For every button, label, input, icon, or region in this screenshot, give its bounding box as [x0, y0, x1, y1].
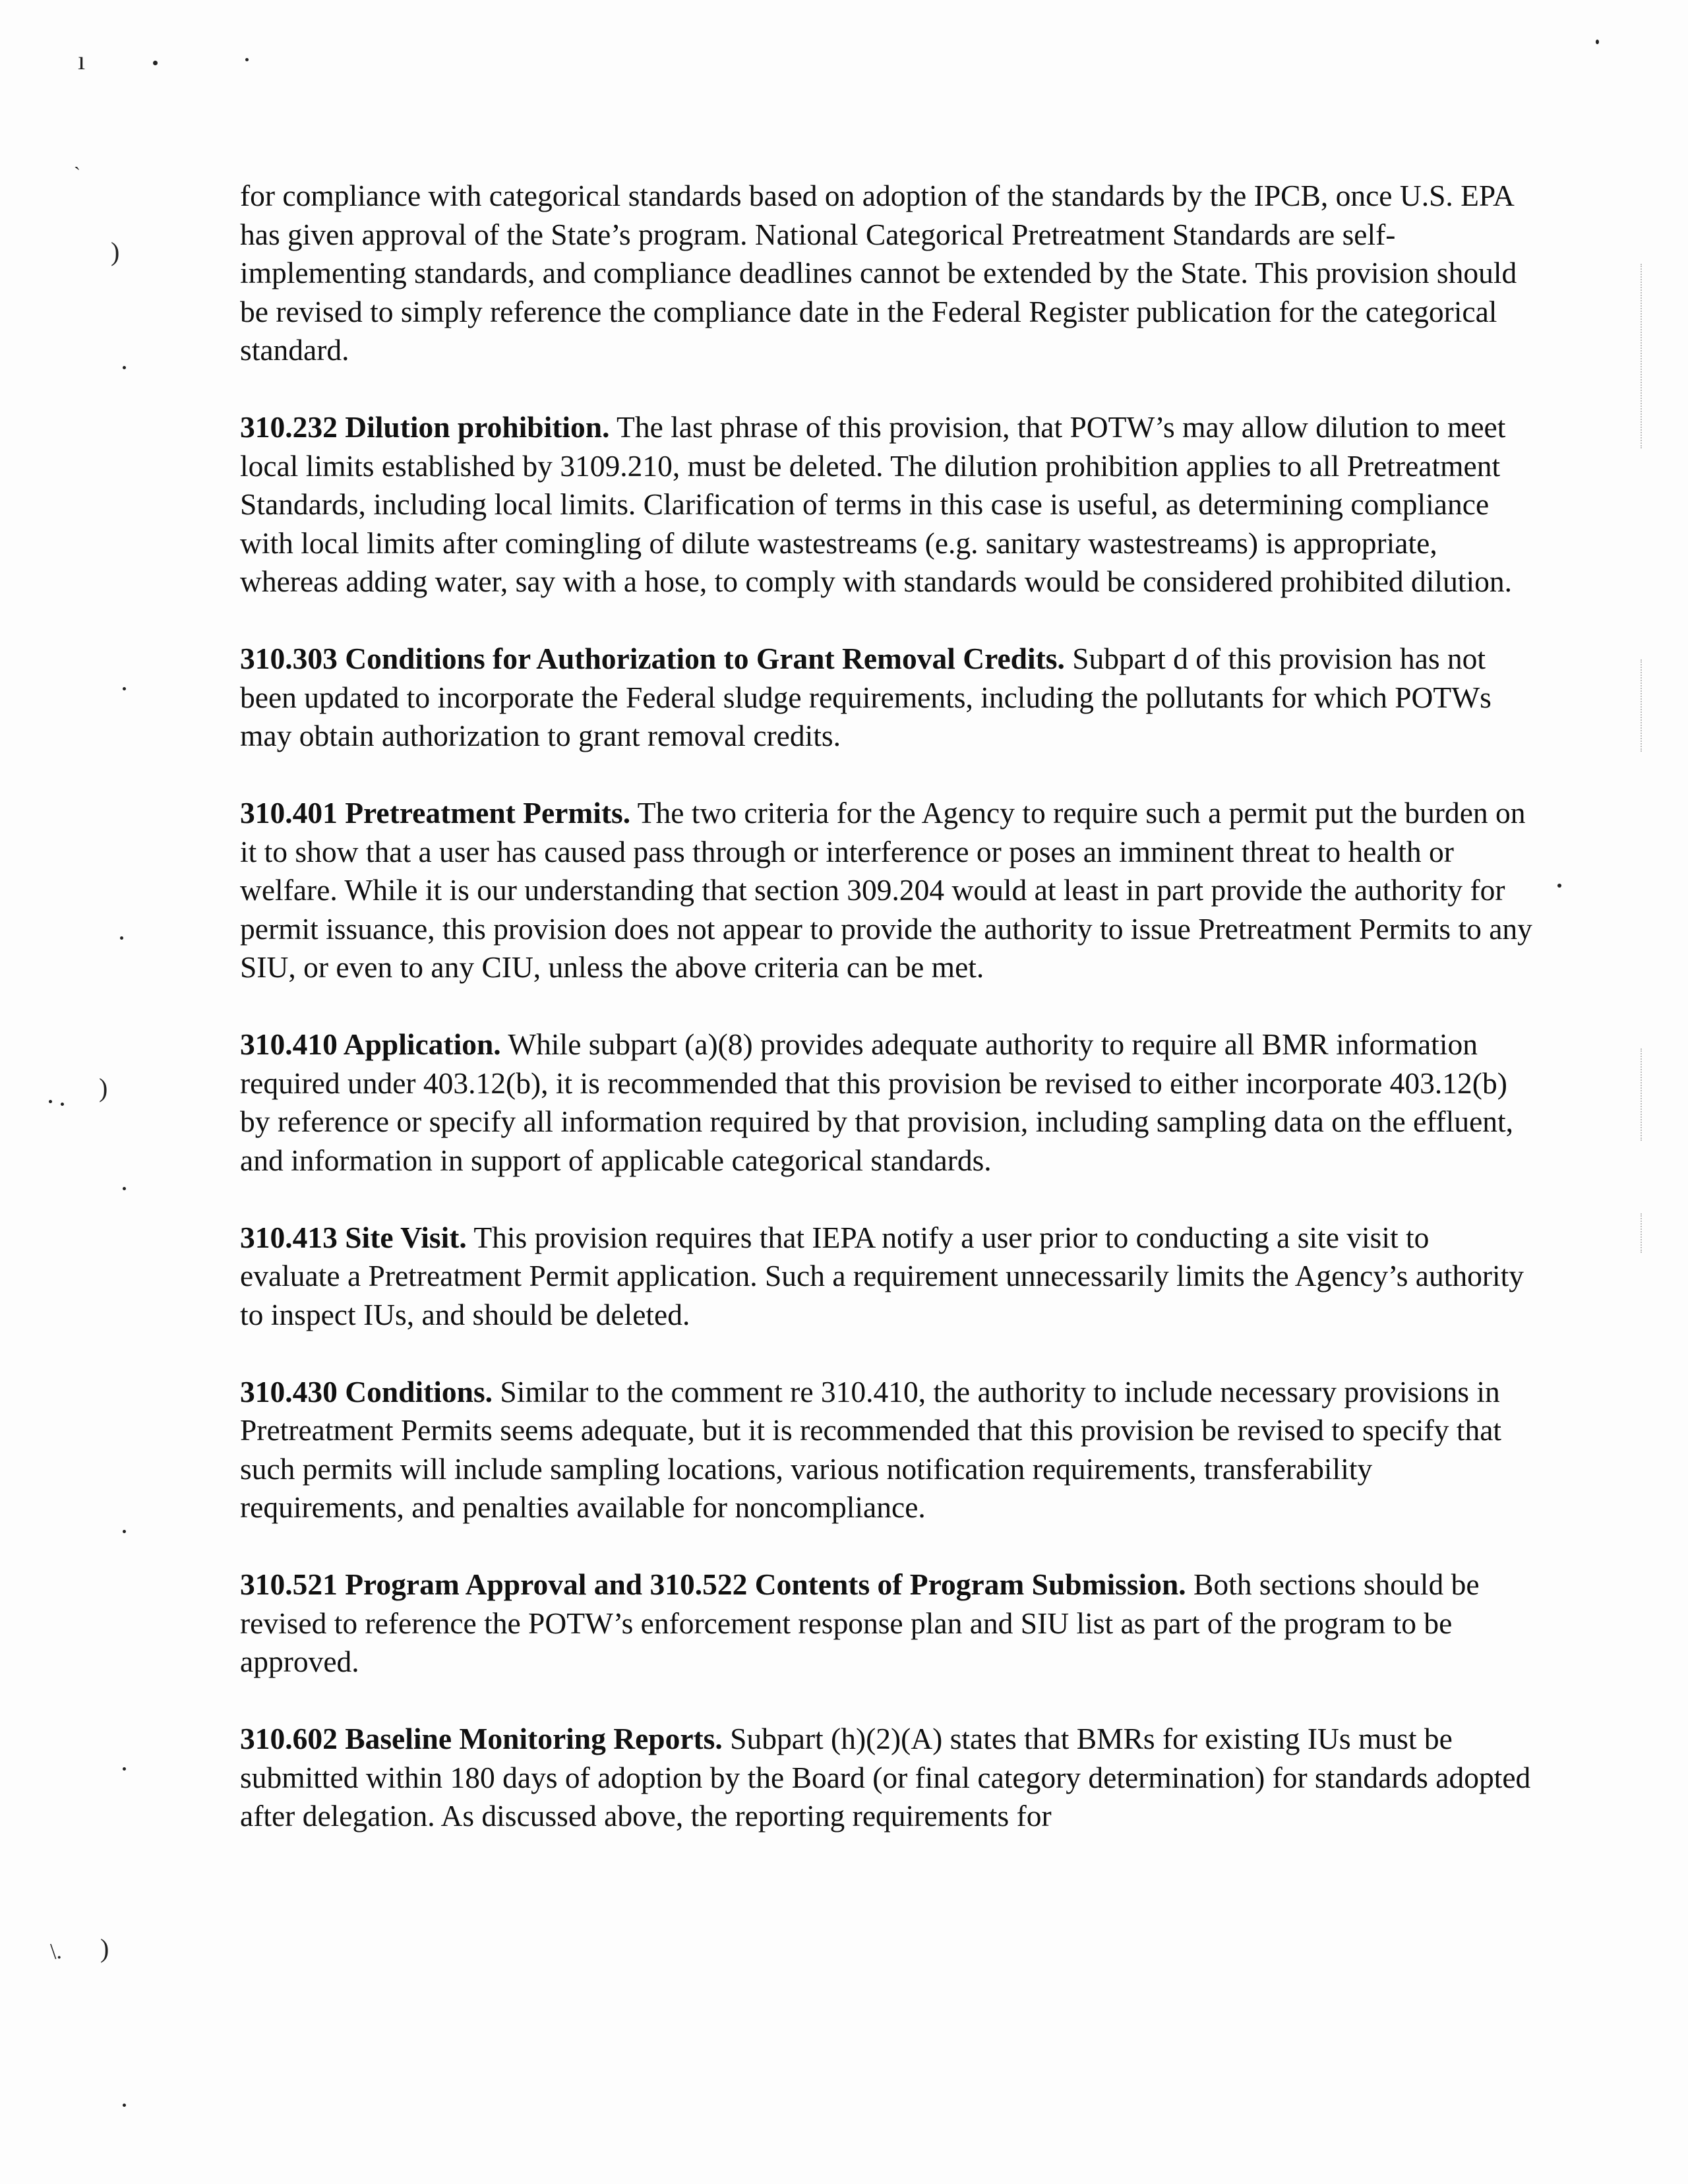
paragraph-heading: 310.413 Site Visit. — [240, 1220, 467, 1254]
document-body — [240, 177, 1532, 1874]
paragraph-text: While subpart (a)(8) provides adequate authority to require all BMR information required under 403.12(b), it is recommended that this provision be revised to either incorporate 403.12(b) by reference or specify all information required by that provision, including sampling data on the effluent, and information in support of applicable categorical standards. — [240, 1027, 1514, 1177]
scan-speck — [123, 1530, 126, 1533]
scan-speck — [123, 687, 126, 690]
paragraph-heading: 310.410 Application. — [240, 1027, 501, 1061]
paragraph-text: The last phrase of this provision, that POTW’s may allow dilution to meet local limits established by 3109.210, must be deleted. The dilution prohibition applies to all Pretreatment Standards, including local limits. Clarification of terms in this case is useful, as determining compliance with local limits after comingling of dilute wastestreams (e.g. sanitary wastestreams) is appropriate, whereas adding water, say with a hose, to comply with standards would be considered prohibited dilution. — [240, 410, 1512, 598]
margin-mark: ) — [111, 237, 120, 266]
scan-speck — [123, 2104, 126, 2107]
paragraph — [240, 1219, 1532, 1335]
paragraph-text: Similar to the comment re 310.410, the authority to include necessary provisions in Pretreatment Permits seems adequate, but it is recommended that this provision be revised to specify that such permits will include sampling locations, various notification requirements, transferability requirements, and penalties available for noncompliance. — [240, 1374, 1502, 1524]
scan-speck — [245, 58, 249, 61]
paragraph-text: The two criteria for the Agency to require such a permit put the burden on it to show that a user has caused pass through or interference or poses an imminent threat to health or welfare. While it is our understanding that section 309.204 would at least in part provide the authority for permit issuance, this provision does not appear to provide the authority to issue Pretreatment Permits to any SIU, or even to any CIU, unless the above criteria can be met. — [240, 796, 1532, 984]
scan-streak — [1641, 1048, 1644, 1141]
paragraph-text: Subpart (h)(2)(A) states that BMRs for existing IUs must be submitted within 180 days of adoption by the Board (or final category determination) for standards adopted after delegation. As discussed above, the reporting requirements for — [240, 1722, 1531, 1833]
paragraph-heading: 310.602 Baseline Monitoring Reports. — [240, 1722, 723, 1755]
paragraph — [240, 177, 1532, 370]
scan-speck — [153, 61, 158, 65]
margin-mark: ) — [100, 1933, 109, 1963]
scan-speck — [49, 1100, 52, 1103]
margin-mark: ı — [78, 46, 86, 75]
paragraph — [240, 408, 1532, 601]
paragraph-heading: 310.521 Program Approval and 310.522 Contents of Program Submission. — [240, 1567, 1186, 1601]
paragraph — [240, 1565, 1532, 1682]
paragraph-heading: 310.430 Conditions. — [240, 1374, 493, 1409]
paragraph-heading: 310.232 Dilution prohibition. — [240, 410, 610, 444]
scan-speck — [120, 936, 123, 940]
scan-speck — [1596, 40, 1599, 44]
margin-mark: ˎ — [74, 148, 80, 170]
margin-mark: ) — [99, 1073, 108, 1103]
scan-speck — [123, 1767, 126, 1771]
scan-speck — [123, 1187, 126, 1190]
scan-streak — [1641, 264, 1644, 448]
scan-speck — [61, 1103, 64, 1106]
paragraph-text: for compliance with categorical standards based on adoption of the standards by the IPCB, once U.S. EPA has given approval of the State’s program. National Categorical Pretreatment Standards are self-implementing standards, and compliance deadlines cannot be extended by the State. This provision should be revised to simply reference the compliance date in the Federal Register publication for the categorical standard. — [240, 179, 1517, 367]
paragraph — [240, 640, 1532, 756]
paragraph-text: This provision requires that IEPA notify a user prior to conducting a site visit to evaluate a Pretreatment Permit application. Such a requirement unnecessarily limits the Agency’s authority to inspect IUs, and should be deleted. — [240, 1220, 1524, 1331]
paragraph-heading: 310.401 Pretreatment Permits. — [240, 796, 631, 830]
paragraph-text: Subpart d of this provision has not been updated to incorporate the Federal sludge requirements, including the pollutants for which POTWs may obtain authorization to grant removal credits. — [240, 642, 1492, 752]
paragraph — [240, 1720, 1532, 1836]
scan-streak — [1641, 659, 1644, 752]
paragraph — [240, 1373, 1532, 1527]
paragraph — [240, 1025, 1532, 1180]
scan-speck — [1557, 884, 1561, 888]
paragraph — [240, 794, 1532, 987]
paragraph-heading: 310.303 Conditions for Authorization to Grant Removal Credits. — [240, 642, 1065, 675]
margin-mark: \. — [50, 1939, 62, 1964]
scan-streak — [1641, 1213, 1644, 1253]
scan-speck — [123, 366, 126, 369]
paragraph-text: Both sections should be revised to reference the POTW’s enforcement response plan and SIU list as part of the program to be approved. — [240, 1567, 1480, 1678]
